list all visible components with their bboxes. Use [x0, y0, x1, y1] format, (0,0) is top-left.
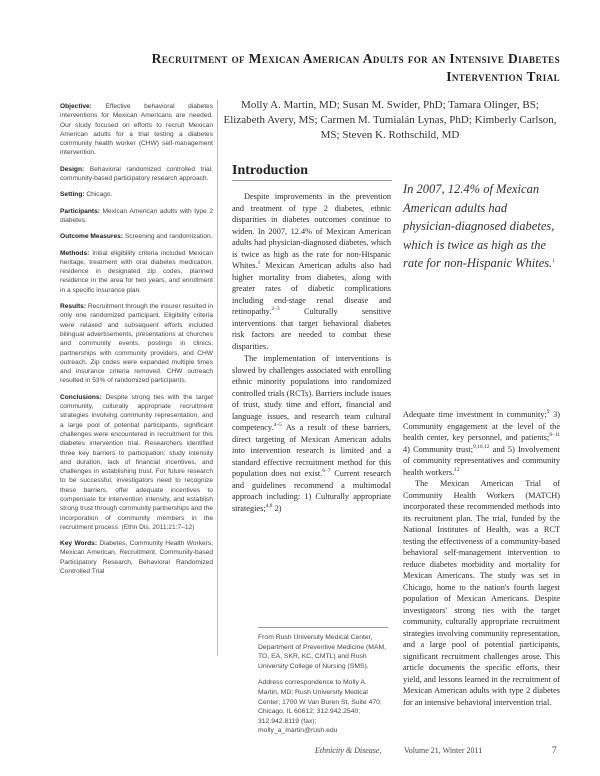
objective-text: Effective behavioral diabetes interventions for Mexican Americans are needed. Our study focused on efforts to recruit Mexican American adults for a trial testing a diabetes community health worker (CHW) self-management intervention. — [60, 103, 213, 157]
setting-text: Chicago. — [86, 191, 113, 199]
citation-ref: 4–5 — [273, 422, 282, 429]
text-run: and 5) Involvement of community representatives and community health workers. — [403, 444, 560, 477]
objective-label: Objective: — [60, 103, 92, 110]
citation-ref: 2–3 — [271, 306, 280, 313]
participants-text: Mexican American adults with type 2 diabetes. — [60, 207, 213, 224]
citation-ref: 12 — [454, 466, 460, 473]
body-column-1 — [232, 191, 391, 514]
keywords-text: Diabetes, Community Health Workers, Mexican American, Recruitment, Community-based Participatory Research, Behavioral Randomized Controlled Trial — [60, 540, 213, 576]
methods-text: Initial eligibility criteria included Mexican heritage, treatment with oral diabetes medication, residence in designated zip codes, planned residence in the area for two years, and enrollment in a specific insurance plan. — [60, 249, 213, 294]
affiliation-footnote — [258, 633, 388, 743]
intro-paragraph-1 — [232, 191, 391, 352]
abstract-design — [60, 165, 213, 184]
abstract-conclusions — [60, 393, 213, 532]
citation-ref: 1 — [257, 260, 261, 267]
heading-rule — [232, 180, 392, 181]
article-title — [60, 50, 560, 86]
footer-issue: Volume 21, Winter 2011 — [404, 746, 483, 755]
title-line-2: Intervention Trial — [446, 69, 560, 84]
citation-ref: 1 — [552, 257, 556, 264]
text-run: 4) Community trust; — [403, 444, 474, 454]
pull-quote-text: In 2007, 12.4% of Mexican American adults had physician-diagnosed diabetes, which is twice as high as the rate for non-Hispanic Whites. — [403, 182, 555, 270]
abstract-objective — [60, 102, 213, 158]
abstract-setting — [60, 190, 213, 199]
text-run: The implementation of interventions is slowed by challenges associated with enrolling ethnic minority populations into randomized controlled trials (RCTs). Barriers include issues of trust, study time and effort, financial and language issues, and research team cultural competency. — [232, 354, 391, 432]
author-list: Molly A. Martin, MD; Susan M. Swider, PhD; Tamara Olinger, BS; Elizabeth Avery, MS; Carmen M. Tumialán Lynas, PhD; Kimberly Carlson, MS; Steven K. Rothschild, MD — [223, 99, 557, 141]
conclusions-text: Despite strong ties with the target community, culturally appropriate recruitment strategies involving community representation, and a large pool of potential participants, significant challenges were encountered in recruitment for this diabetes intervention trial. Researchers identified three key barriers to participation: study intensity and duration, lack of financial incentives, and challenges in establishing trust. For future research to be successful, investigators need to recognize these barriers, offer adequate incentives to compensate for intervention intensity, and establish strong trust through community partnerships and the incorporation of community members in the recruitment process. — [60, 393, 213, 531]
title-line-1: Recruitment of Mexican American Adults for an Intensive Diabetes — [151, 51, 560, 66]
affiliation-text: From Rush University Medical Center, Department of Preventive Medicine (MAM, TO, EA, SKR, KC, CMTL) and Rush University College of Nursing (SMS). — [258, 634, 387, 670]
intro-paragraph-2 — [232, 353, 391, 514]
footnote-rule — [258, 627, 388, 628]
conclusions-label: Conclusions: — [60, 393, 102, 401]
outcome-label: Outcome Measures: — [60, 233, 124, 241]
text-run: As a result of these barriers, direct targeting of Mexican American adults into intervention research is limited and a standard effective recruitment method for this population does not exist. — [232, 423, 391, 478]
citation-ref: 9 — [546, 409, 550, 416]
text-run: Despite improvements in the prevention and treatment of type 2 diabetes, ethnic disparities in diabetes outcomes continue to widen. In 2007, 12.4% of Mexican American adults had physician-diagnosed diabetes, which is twice as high as the rate for non-Hispanic Whites. — [232, 192, 391, 270]
citation-ref: 8–11 — [549, 432, 560, 439]
text-run: 3) Community engagement at the level of the health center, key personnel, and patients; — [403, 410, 560, 442]
text-run: Mexican American adults also had higher mortality from diabetes, along with greater rates of diabetic complications including end-stage renal disease and retinopathy. — [232, 261, 391, 316]
keywords-label: Key Words: — [60, 540, 98, 548]
outcome-text: Screening and randomization. — [124, 233, 213, 241]
design-label: Design: — [60, 165, 85, 173]
results-text: Recruitment through the insurer resulted in only one randomized participant. Eligibility criteria were relaxed and subsequent efforts included bilingual advertisements, presentations at churches and community events, postings in clinics, partnerships with community providers, and CHW outreach. Zip codes were expanded multiple times and insurance criteria removed. CHW outreach resulted in 53% of randomized participants. — [60, 303, 213, 385]
abstract-results — [60, 302, 213, 386]
body-column-2 — [403, 409, 560, 708]
intro-paragraph-3 — [403, 409, 560, 478]
text-run: Current research and guidelines recommend a multimodal approach including: 1) Culturally appropriate strategies; — [232, 469, 391, 513]
section-heading-introduction: Introduction — [232, 163, 308, 178]
pull-quote — [403, 180, 560, 273]
design-text: Behavioral randomized controlled trial, community-based participatory research approach. — [60, 165, 213, 183]
correspondence-text: Address correspondence to Molly A. Martin, MD; Rush University Medical Center; 1700 W Van Buren St, Suite 470; Chicago, IL 60612; 312.942.2540; 312.942.8119 (fax); molly_a_martin@rush.edu — [258, 679, 382, 735]
participants-label: Participants: — [60, 207, 100, 215]
citation-ref: 4,8 — [265, 502, 273, 509]
abstract-methods — [60, 249, 213, 295]
abstract — [60, 102, 213, 583]
column-divider — [217, 100, 218, 656]
text-run: Adequate time investment in community; — [403, 410, 547, 419]
abstract-keywords — [60, 539, 213, 576]
citation-ref: 9,10,12 — [473, 443, 490, 450]
abstract-participants — [60, 207, 213, 226]
text-run: Culturally sensitive interventions that target behavioral diabetes risk factors are needed to combat these disparities. — [232, 307, 391, 351]
methods-label: Methods: — [60, 249, 90, 257]
results-label: Results: — [60, 303, 87, 311]
setting-label: Setting: — [60, 191, 85, 199]
text-run: 2) — [272, 503, 282, 513]
citation-text: (Ethn Dis. 2011;21:7–12) — [121, 523, 195, 531]
intro-paragraph-4: The Mexican American Trial of Community Health Workers (MATCH) incorporated these recommended methods into its recruitment plan. The trial, funded by the National Institutes of Health, was a RCT testing the effectiveness of a community-based behavioral self-management intervention to reduce diabetes morbidity and mortality for Mexican Americans. The study was set in Chicago, home to the nation's fourth largest population of Mexican Americans. Despite investigators' strong ties with the target community, culturally appropriate recruitment strategies involving community representation, and a large pool of potential participants, significant recruitment challenges arose. This article documents the specific efforts, their yield, and lessons learned in the recruitment of Mexican American adults with type 2 diabetes for an intensive behavioral intervention trial. — [403, 479, 560, 707]
citation-ref: 6–7 — [322, 468, 331, 475]
page-number: 7 — [552, 745, 557, 755]
footer-journal: Ethnicity & Disease, — [315, 746, 382, 755]
abstract-outcome — [60, 232, 213, 241]
